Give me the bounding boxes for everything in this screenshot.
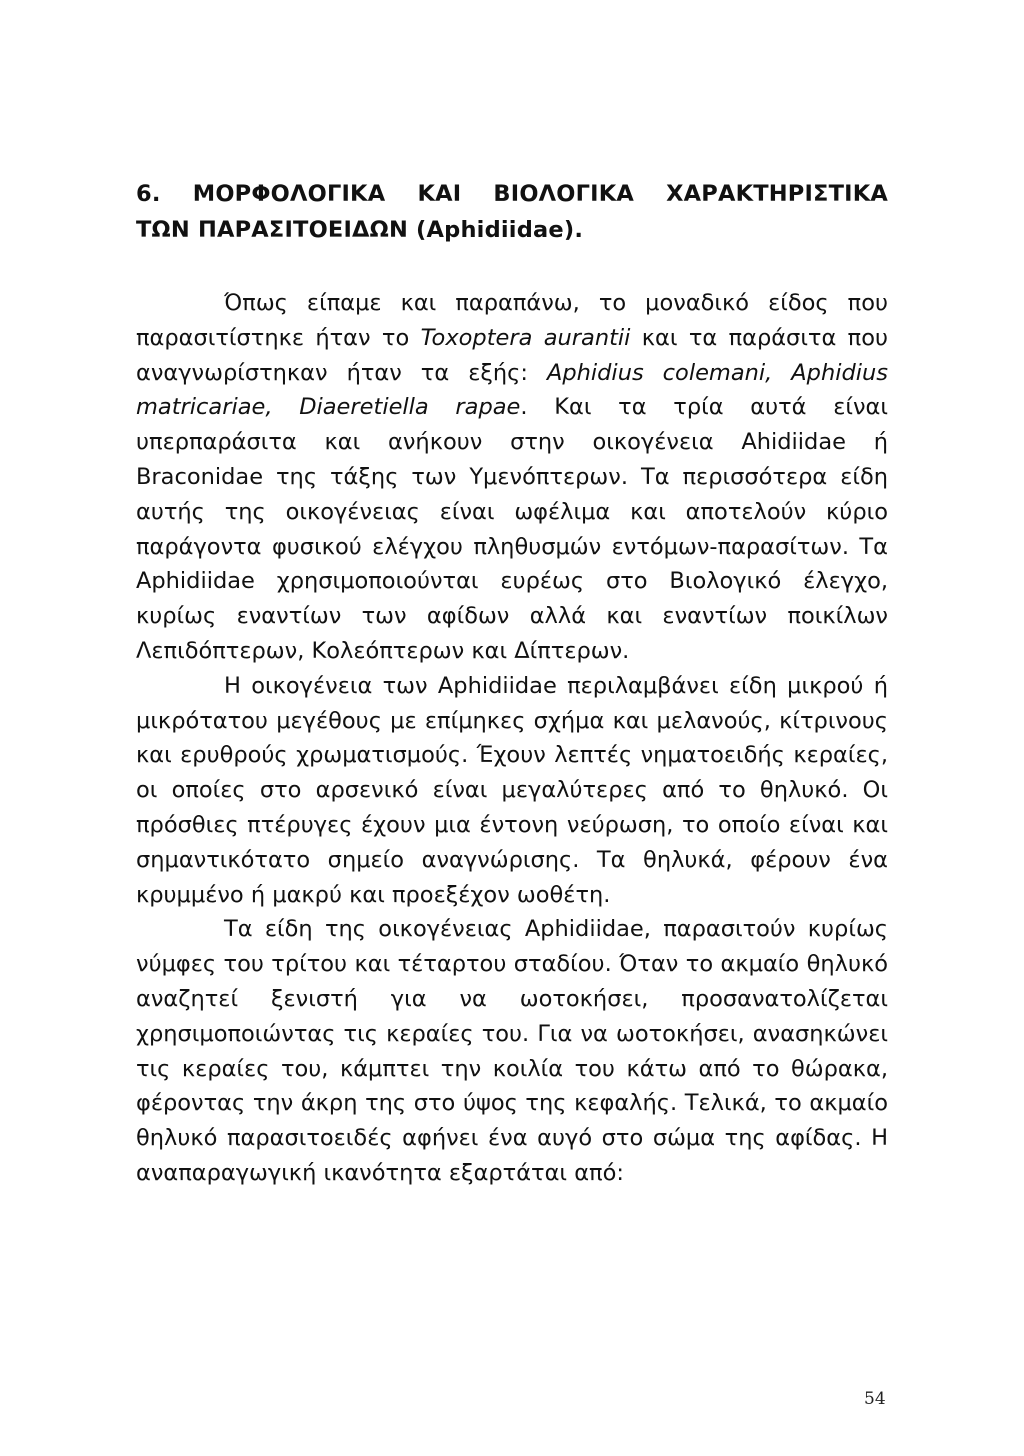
section-heading-line-2: ΤΩΝ ΠΑΡΑΣΙΤΟΕΙΔΩΝ (Aphidiidae).	[136, 217, 584, 243]
body-text	[136, 286, 888, 1191]
document-page	[136, 176, 888, 1191]
paragraph-1-text-c: . Και τα τρία αυτά είναι υπερπαράσιτα και ανήκουν στην οικογένεια Ahidiidae ή Braconidae της τάξης των Υμενόπτερων. Τα περισσότερα είδη αυτής της οικογένειας είναι ωφέλιμα και αποτελούν κύριο παράγοντα φυσικού ελέγχου πληθυσμών εντόμων-παρασίτων. Τα Aphidiidae χρησιμοποιούνται ευρέως στο Βιολογικό έλεγχο, κυρίως εναντίων των αφίδων αλλά και εναντίων ποικίλων Λεπιδόπτερων, Κολεόπτερων και Δίπτερων.	[136, 394, 889, 664]
species-name-toxoptera: Toxoptera aurantii	[420, 324, 631, 351]
page-number: 54	[864, 1389, 886, 1409]
section-heading-line-1: 6. ΜΟΡΦΟΛΟΓΙΚΑ ΚΑΙ ΒΙΟΛΟΓΙΚΑ ΧΑΡΑΚΤΗΡΙΣΤΙΚΑ	[136, 181, 888, 207]
paragraph-1-text-a: Όπως είπαμε και παραπάνω, το μοναδικό είδος που παρασιτίστηκε ήταν το	[136, 290, 888, 351]
paragraph-1	[136, 286, 888, 669]
paragraph-3: Τα είδη της οικογένειας Aphidiidae, παρασιτούν κυρίως νύμφες του τρίτου και τέταρτου σταδίου. Όταν το ακμαίο θηλυκό αναζητεί ξενιστή για να ωοτοκήσει, προσανατολίζεται χρησιμοποιώντας τις κεραίες του. Για να ωοτοκήσει, ανασηκώνει τις κεραίες του, κάμπτει την κοιλία του κάτω από το θώρακα, φέροντας την άκρη της στο ύψος της κεφαλής. Τελικά, το ακμαίο θηλυκό παρασιτοειδές αφήνει ένα αυγό στο σώμα της αφίδας. Η αναπαραγωγική ικανότητα εξαρτάται από:	[136, 916, 888, 1186]
paragraph-1-text-b: και τα παράσιτα που αναγνωρίστηκαν ήταν τα εξής:	[136, 324, 888, 386]
species-names-list: Aphidius colemani, Aphidius matricariae, Diaeretiella rapae	[136, 359, 888, 421]
paragraph-2: Η οικογένεια των Aphidiidae περιλαμβάνει είδη μικρού ή μικρότατου μεγέθους με επίμηκες σχήμα και μελανούς, κίτρινους και ερυθρούς χρωματισμούς. Έχουν λεπτές νηματοειδής κεραίες, οι οποίες στο αρσενικό είναι μεγαλύτερες από το θηλυκό. Οι πρόσθιες πτέρυγες έχουν μια έντονη νεύρωση, το οποίο είναι και σημαντικότατο σημείο αναγνώρισης. Τα θηλυκά, φέρουν ένα κρυμμένο ή μακρύ και προεξέχον ωοθέτη.	[136, 672, 888, 908]
section-heading	[136, 176, 888, 248]
